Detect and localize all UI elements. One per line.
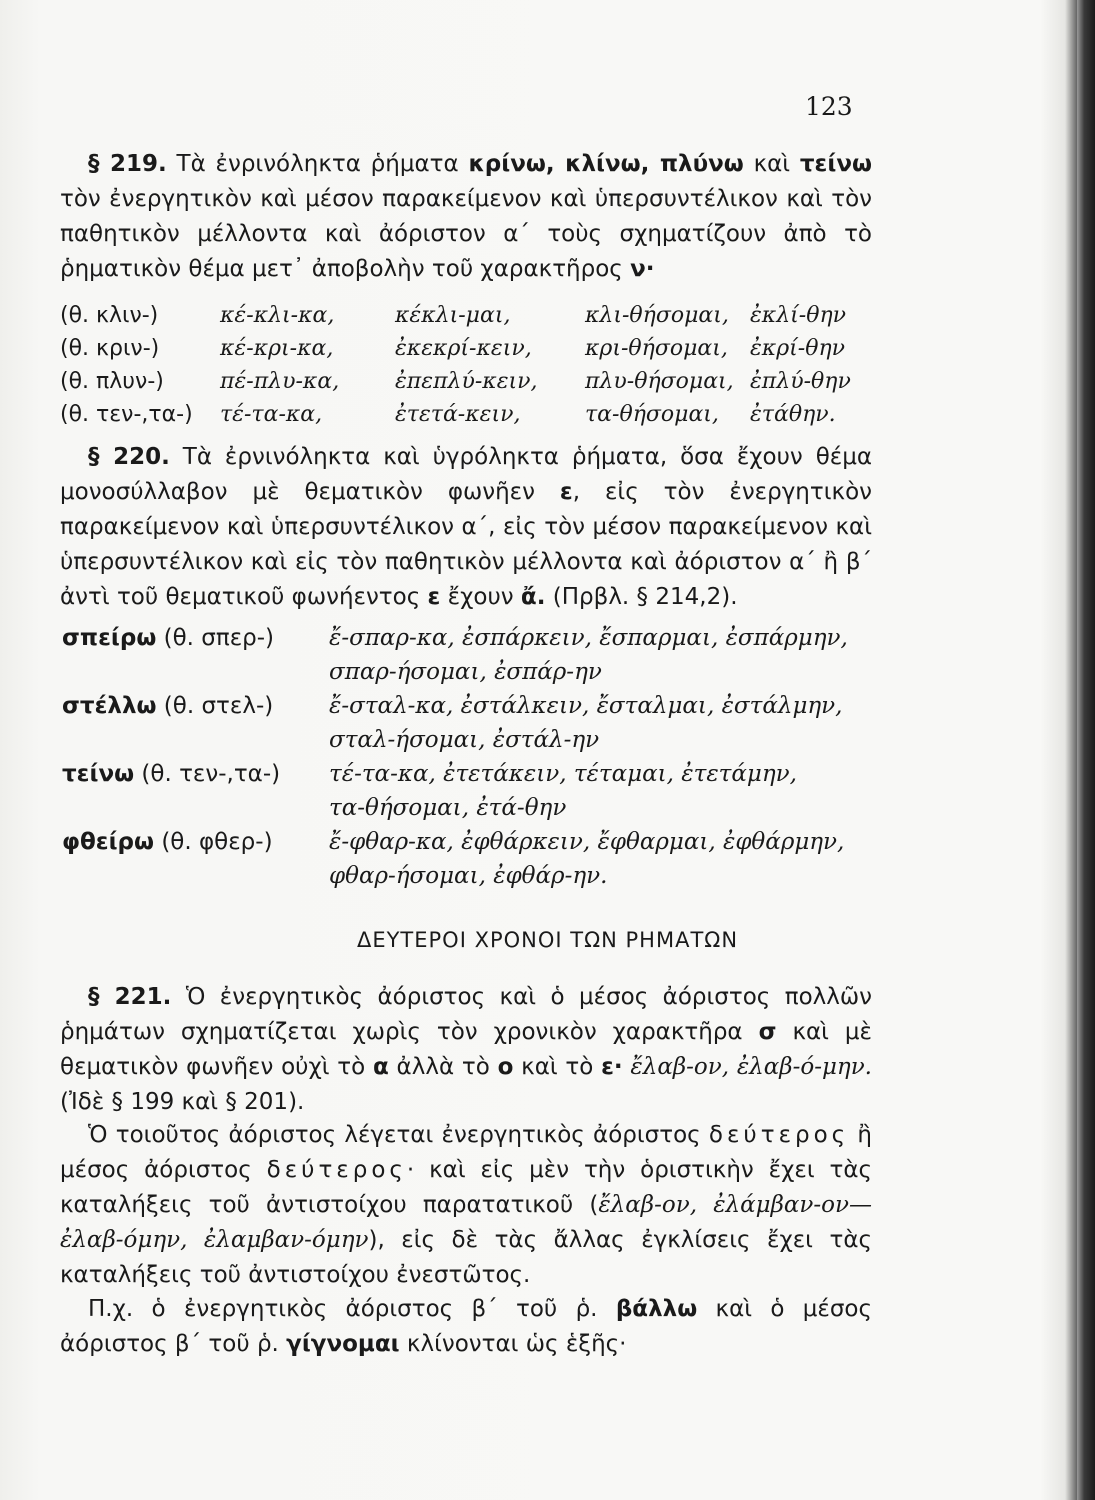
verb-forms: τέ-τα-κα, ἐτετάκειν, τέταμαι, ἐτετάμην, — [329, 761, 797, 787]
form: πλυ-θήσομαι, — [585, 369, 734, 394]
vowel-bold: ε — [427, 584, 441, 610]
page-binding-edge — [1077, 0, 1095, 1500]
form: τέ-τα-κα, — [220, 402, 323, 427]
section-219 — [60, 147, 872, 287]
verb-bold: βάλλω — [615, 1296, 698, 1322]
verb-forms: ἔ-σπαρ-κα, ἐσπάρκειν, ἔσπαρμαι, ἐσπάρμην, — [329, 625, 848, 651]
verb-row-continued — [62, 863, 882, 897]
vowel-bold: ε — [559, 479, 573, 505]
stem-label: (θ. πλυν-) — [60, 369, 164, 394]
stem-row — [60, 402, 880, 435]
verb-row — [62, 625, 882, 659]
page-number: 123 — [805, 92, 853, 121]
letter-bold: σ — [758, 1019, 777, 1045]
stem-label: (θ. κριν-) — [60, 336, 160, 361]
stem-row — [60, 369, 880, 402]
section-number: § 221. — [88, 984, 172, 1010]
verb-heading — [62, 693, 329, 719]
spaced-term: δεύτερος — [708, 1122, 850, 1148]
verb-heading — [62, 625, 329, 651]
section-220 — [60, 440, 872, 615]
stem-table — [60, 303, 880, 435]
verb-name: σπείρω — [62, 625, 157, 651]
stem-label: (θ. κλιν-) — [60, 303, 159, 328]
character-letter: ν· — [630, 256, 655, 282]
stem-label: (θ. τεν-,τα-) — [60, 402, 193, 427]
verb-forms: ἔ-φθαρ-κα, ἐφθάρκειν, ἔφθαρμαι, ἐφθάρμην, — [329, 829, 845, 855]
text: (Ἰδὲ § 199 καὶ § 201). — [60, 1089, 305, 1115]
form: ἐκλί-θην — [750, 303, 847, 328]
verb-name: τείνω — [62, 761, 135, 787]
text: Τὰ ἐρνινόληκτα καὶ ὑγρόληκτα ῥήματα, ὅσα ἔχουν θέμα μονοσύλλαβον μὲ θεματικὸν φωνῆεν — [60, 444, 872, 505]
stem-row — [60, 336, 880, 369]
form: ἐτάθην. — [750, 402, 836, 427]
form: τα-θήσομαι, — [585, 402, 719, 427]
verb-forms: σταλ-ήσομαι, ἐστάλ-ην — [329, 727, 600, 753]
form: κλι-θήσομαι, — [585, 303, 729, 328]
section-221 — [60, 980, 872, 1120]
form: κέκλι-μαι, — [395, 303, 511, 328]
verb-name: φθείρω — [62, 829, 155, 855]
form: ἐπλύ-θην — [750, 369, 851, 394]
text: Ὁ ἐνεργητικὸς ἀόριστος καὶ ὁ μέσος ἀόριστος πολλῶν ῥημάτων σχηματίζεται χωρὶς τὸν χρονικὸν χαρακτῆρα — [60, 984, 872, 1045]
section-heading: ΔΕΥΤΕΡΟΙ ΧΡΟΝΟΙ ΤΩΝ ΡΗΜΑΤΩΝ — [356, 928, 739, 952]
form: κρι-θήσομαι, — [585, 336, 728, 361]
verb-stem: (θ. στελ-) — [156, 693, 274, 719]
verb-stem: (θ. φθερ-) — [154, 829, 273, 855]
form: κέ-κρι-κα, — [220, 336, 334, 361]
verb-heading — [62, 829, 329, 855]
verb-row-continued — [62, 727, 882, 761]
text: κλίνονται ὡς ἑξῆς· — [399, 1331, 627, 1357]
form: ἐπεπλύ-κειν, — [395, 369, 538, 394]
verb-row-continued — [62, 659, 882, 693]
form: ἐκεκρί-κειν, — [395, 336, 532, 361]
text: τὸν ἐνεργητικὸν καὶ μέσον παρακείμενον καὶ ὑπερσυντέλικον καὶ τὸν παθητικὸν μέλλοντα καὶ ἀόριστον α΄ τοὺς σχηματίζουν ἀπὸ τὸ ῥηματικὸν θέμα μετ᾽ ἀποβολὴν τοῦ χαρακτῆρος — [60, 186, 872, 282]
text: Τὰ ἐνρινόληκτα ῥήματα — [166, 151, 469, 177]
verbs-bold: κρίνω, κλίνω, πλύνω — [468, 151, 744, 177]
stem-row — [60, 303, 880, 336]
text: καὶ τὸ — [513, 1054, 602, 1080]
verb-row — [62, 693, 882, 727]
letter-bold: ε· — [601, 1054, 623, 1080]
verb-forms: φθαρ-ήσομαι, ἐφθάρ-ην. — [329, 863, 608, 889]
section-number: § 220. — [88, 444, 170, 470]
form: πέ-πλυ-κα, — [220, 369, 340, 394]
example-forms: ἔλαβ-ον, ἐλαβ-ό-μην. — [622, 1054, 872, 1080]
text: (Πρβλ. § 214,2). — [545, 584, 738, 610]
form: κέ-κλι-κα, — [220, 303, 335, 328]
verb-bold: τείνω — [799, 151, 872, 177]
verb-forms: ἔ-σταλ-κα, ἐστάλκειν, ἔσταλμαι, ἐστάλμην, — [329, 693, 843, 719]
paragraph-second-aorist — [60, 1118, 872, 1293]
form: ἐτετά-κειν, — [395, 402, 521, 427]
text: Ὁ τοιοῦτος ἀόριστος λέγεται ἐνεργητικὸς ἀόριστος — [88, 1122, 709, 1148]
verb-list — [62, 625, 882, 897]
verb-forms: σπαρ-ήσομαι, ἐσπάρ-ην — [329, 659, 602, 685]
spaced-term: δεύτερος — [266, 1157, 407, 1183]
text: ἀλλὰ τὸ — [388, 1054, 498, 1080]
text: Π.χ. ὁ ἐνεργητικὸς ἀόριστος β΄ τοῦ ῥ. — [88, 1296, 616, 1322]
verb-bold: γίγνομαι — [286, 1331, 400, 1357]
section-number: § 219. — [88, 151, 167, 177]
text: ἢ μέσος ἀόριστος — [60, 1122, 873, 1183]
verb-stem: (θ. σπερ-) — [156, 625, 275, 651]
text: · καὶ εἰς μὲν τὴν ὁριστικὴν ἔχει τὰς καταλήξεις τοῦ ἀντιστοίχου παρατατικοῦ ( — [60, 1157, 873, 1218]
text: καὶ ὁ μέσος ἀόριστος β΄ τοῦ ῥ. — [60, 1296, 873, 1357]
example-forms: ἔλαβ-ον, ἐλάμβαν-ον— ἐλαβ-όμην, ἐλαμβαν-όμην — [60, 1192, 873, 1253]
verb-forms: τα-θήσομαι, ἐτά-θην — [329, 795, 567, 821]
text: , εἰς τὸν ἐνεργητικὸν παρακείμενον καὶ ὑπερσυντέλικον α΄, εἰς τὸν μέσον παρακείμενον καὶ ὑπερσυντέλικον καὶ εἰς τὸν παθητικὸν μέλλοντα καὶ ἀόριστον α΄ ἢ β΄ ἀντὶ τοῦ θεματικοῦ φωνήεντος — [60, 479, 872, 610]
text: ), εἰς δὲ τὰς ἄλλας ἐγκλίσεις ἔχει τὰς καταλήξεις τοῦ ἀντιστοίχου ἐνεστῶτος. — [60, 1227, 872, 1288]
verb-name: στέλλω — [62, 693, 157, 719]
verb-row-continued — [62, 795, 882, 829]
letter-bold: α — [372, 1054, 389, 1080]
paragraph-example — [60, 1292, 872, 1362]
text: ἔχουν — [440, 584, 521, 610]
verb-heading — [62, 761, 329, 787]
text: καὶ — [743, 151, 800, 177]
verb-row — [62, 829, 882, 863]
form: ἐκρί-θην — [750, 336, 846, 361]
text: καὶ μὲ θεματικὸν φωνῆεν οὐχὶ τὸ — [60, 1019, 872, 1080]
verb-stem: (θ. τεν-,τα-) — [134, 761, 281, 787]
vowel-bold: ἄ. — [520, 584, 546, 610]
letter-bold: ο — [497, 1054, 514, 1080]
verb-row — [62, 761, 882, 795]
